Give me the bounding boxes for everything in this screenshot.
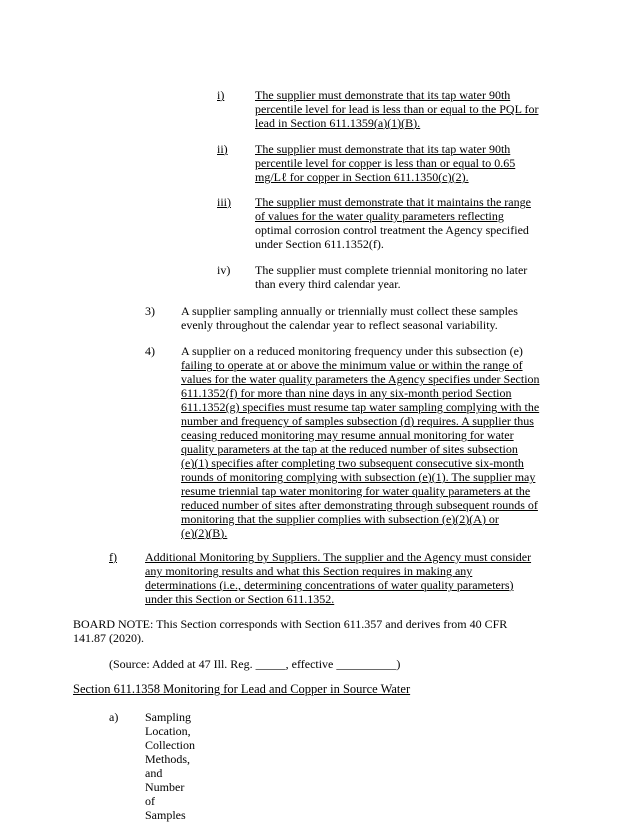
text-line: A supplier sampling annually or triennially must collect these samples [181,304,518,318]
item-text [181,344,540,540]
item-label: ii) [217,142,228,156]
item-text [255,88,538,130]
text-line: 141.87 (2020). [73,631,144,645]
text-line: 611.1352(f) for more than nine days in any six-month period Section [181,386,512,400]
text-line: optimal corrosion control treatment the Agency specified [255,223,529,237]
text-line: The supplier must complete triennial monitoring no later [255,263,528,277]
text-line: any monitoring results and what this Section requires in making any [145,564,473,578]
text-line: under Section 611.1352(f). [255,237,384,251]
item-label: iii) [217,195,231,209]
text-line: of values for the water quality parameters reflecting [255,209,504,223]
source-note: (Source: Added at 47 Ill. Reg. _____, effective __________) [109,657,401,671]
text-line: BOARD NOTE: This Section corresponds with Section 611.357 and derives from 40 CFR [73,617,508,631]
text-line: 611.1352(g) specifies must resume tap water sampling complying with the [181,400,540,414]
item-label: a) [109,710,119,724]
item-text: Sampling Location, Collection Methods, and Number of Samples [145,710,195,822]
item-label: 3) [145,304,155,318]
text-line: rounds of monitoring complying with subsection (e)(1). The supplier may [181,470,536,484]
text-line: percentile level for lead is less than or equal to the PQL for [255,102,539,116]
text-line: determinations (i.e., determining concentrations of water quality parameters) [145,578,514,592]
text-line: quality parameters at the tap at the reduced number of sites subsection [181,442,518,456]
text-line: under this Section or Section 611.1352. [145,592,335,606]
text-line: resume triennial tap water monitoring for water quality parameters at the [181,484,531,498]
text-line: (e)(1) specifies after completing two subsequent consecutive six-month [181,456,524,470]
item-label: iv) [217,263,231,277]
text-line: reduced number of sites after demonstrating through subsequent rounds of [181,498,538,512]
text-line: than every third calendar year. [255,277,401,291]
section-heading: Section 611.1358 Monitoring for Lead and Copper in Source Water [73,682,411,696]
text-line: ceasing reduced monitoring may resume annual monitoring for water [181,428,514,442]
text-line: mg/Lℓ for copper in Section 611.1350(c)(2). [255,170,469,184]
text-line: The supplier must demonstrate that its tap water 90th [255,142,511,156]
text-line: Additional Monitoring by Suppliers. The supplier and the Agency must consider [145,550,532,564]
text-line: failing to operate at or above the minimum value or within the range of [181,358,523,372]
text-line: (e)(2)(B). [181,526,228,540]
item-label: 4) [145,344,155,358]
text-line: lead in Section 611.1359(a)(1)(B). [255,116,421,130]
text-line: number and frequency of samples subsection (d) requires. A supplier thus [181,414,534,428]
text-line: monitoring that the supplier complies with subsection (e)(2)(A) or [181,512,499,526]
item-text [255,142,515,184]
item-text [145,550,531,606]
item-text [255,195,531,251]
item-label: f) [109,550,117,564]
item-text [181,304,518,332]
item-text [255,263,527,291]
item-label: i) [217,88,225,102]
text-line: percentile level for copper is less than or equal to 0.65 [255,156,516,170]
text-line: evenly throughout the calendar year to reflect seasonal variability. [181,318,498,332]
board-note [73,617,507,645]
text-line: The supplier must demonstrate that its tap water 90th [255,88,511,102]
text-line: values for the water quality parameters the Agency specifies under Section [181,372,540,386]
text-line: A supplier on a reduced monitoring frequency under this subsection (e) [181,344,523,358]
text-line: The supplier must demonstrate that it maintains the range [255,195,531,209]
